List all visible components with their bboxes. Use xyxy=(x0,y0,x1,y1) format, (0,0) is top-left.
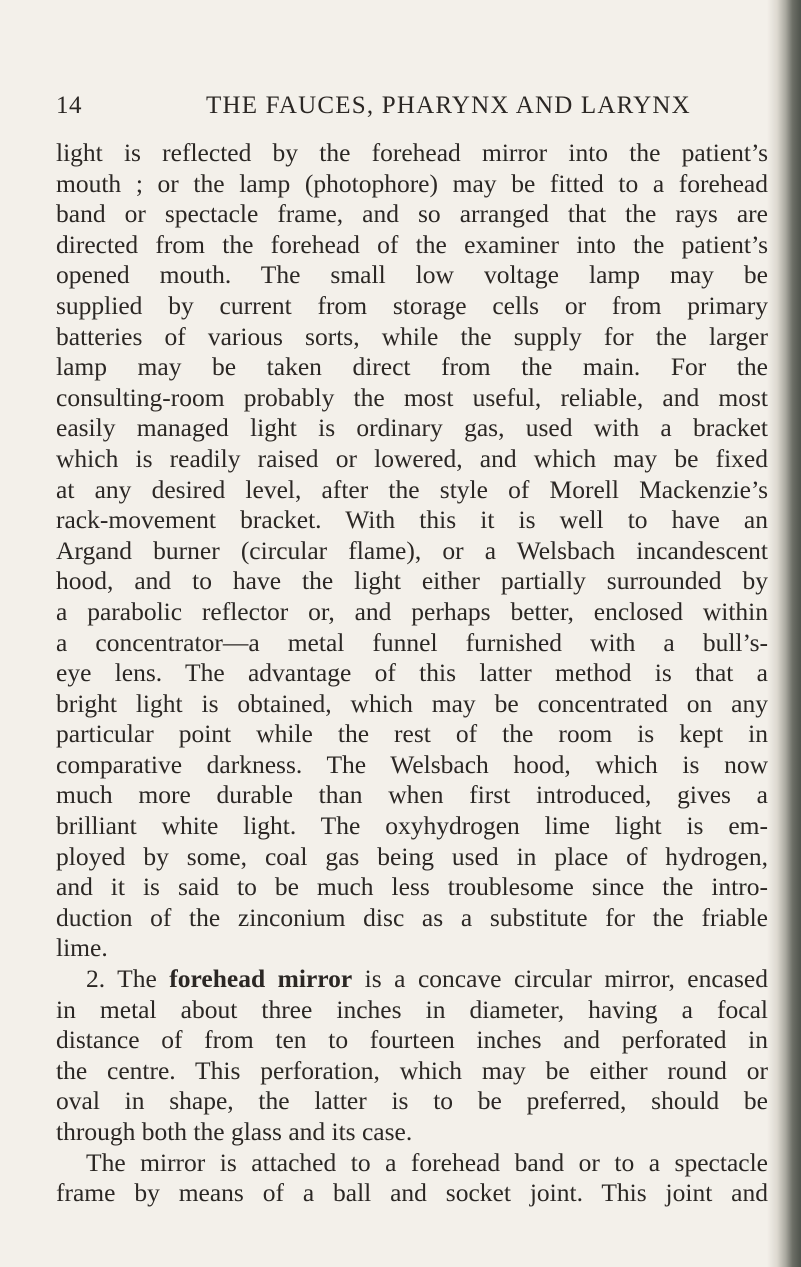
text-fragment: is a concave circular mirror, encased xyxy=(352,964,768,994)
text-line: supplied by current from storage cells or from primary xyxy=(56,290,768,320)
text-line-paragraph-start xyxy=(56,964,768,995)
text-line: brilliant white light. The oxyhydrogen lime light is em- xyxy=(56,811,768,841)
text-line: distance of from ten to fourteen inches and perforated in xyxy=(56,1025,768,1055)
text-line: eye lens. The advantage of this latter method is that a xyxy=(56,658,768,688)
text-line: through both the glass and its case. xyxy=(56,1117,413,1146)
text-line: which is readily raised or lowered, and which may be fixed xyxy=(56,443,768,473)
text-line: opened mouth. The small low voltage lamp may be xyxy=(56,260,768,290)
body-text xyxy=(56,138,768,1209)
running-head xyxy=(56,92,696,126)
text-line: at any desired level, after the style of Morell Mackenzie’s xyxy=(56,474,768,504)
text-line: mouth ; or the lamp (photophore) may be fitted to a forehead xyxy=(56,168,768,198)
text-line: in metal about three inches in diameter, having a focal xyxy=(56,994,768,1024)
text-line: easily managed light is ordinary gas, used with a bracket xyxy=(56,413,768,443)
text-line: directed from the forehead of the examiner into the patient’s xyxy=(56,229,768,259)
text-line: light is reflected by the forehead mirror into the patient’s xyxy=(56,138,768,167)
text-line: bright light is obtained, which may be concentrated on any xyxy=(56,688,768,718)
text-line: ployed by some, coal gas being used in place of hydrogen, xyxy=(56,841,768,871)
text-line: batteries of various sorts, while the supply for the larger xyxy=(56,321,768,351)
text-line: consulting-room probably the most useful, reliable, and most xyxy=(56,382,768,412)
text-line: and it is said to be much less troublesome since the intro- xyxy=(56,872,768,902)
page-number: 14 xyxy=(56,92,82,119)
paragraph-number: 2. The xyxy=(86,964,170,994)
text-line: hood, and to have the light either partially surrounded by xyxy=(56,566,768,596)
text-line: oval in shape, the latter is to be preferred, should be xyxy=(56,1086,768,1116)
text-line: a parabolic reflector or, and perhaps better, enclosed within xyxy=(56,596,768,626)
text-line: band or spectacle frame, and so arranged that the rays are xyxy=(56,199,768,229)
text-line: lime. xyxy=(56,933,108,963)
text-line: much more durable than when first introduced, gives a xyxy=(56,780,768,810)
text-line: lamp may be taken direct from the main. For the xyxy=(56,352,768,382)
text-line: a concentrator—a metal funnel furnished with a bull’s- xyxy=(56,627,768,657)
text-line-paragraph-start: The mirror is attached to a forehead band or to a spectacle xyxy=(86,1147,768,1177)
text-line: frame by means of a ball and socket joint. This joint and xyxy=(56,1178,768,1208)
text-line: the centre. This perforation, which may be either round or xyxy=(56,1055,768,1085)
text-line: particular point while the rest of the room is kept in xyxy=(56,719,768,749)
term-forehead-mirror: forehead mirror xyxy=(169,964,353,994)
text-line: duction of the zinconium disc as a substitute for the friable xyxy=(56,902,768,932)
page-header-title: THE FAUCES, PHARYNX AND LARYNX xyxy=(206,92,691,119)
text-line: Argand burner (circular flame), or a Welsbach incandescent xyxy=(56,535,768,565)
text-line: rack-movement bracket. With this it is well to have an xyxy=(56,505,768,535)
text-line: comparative darkness. The Welsbach hood, which is now xyxy=(56,749,768,779)
binding-edge-shadow xyxy=(767,0,801,1267)
